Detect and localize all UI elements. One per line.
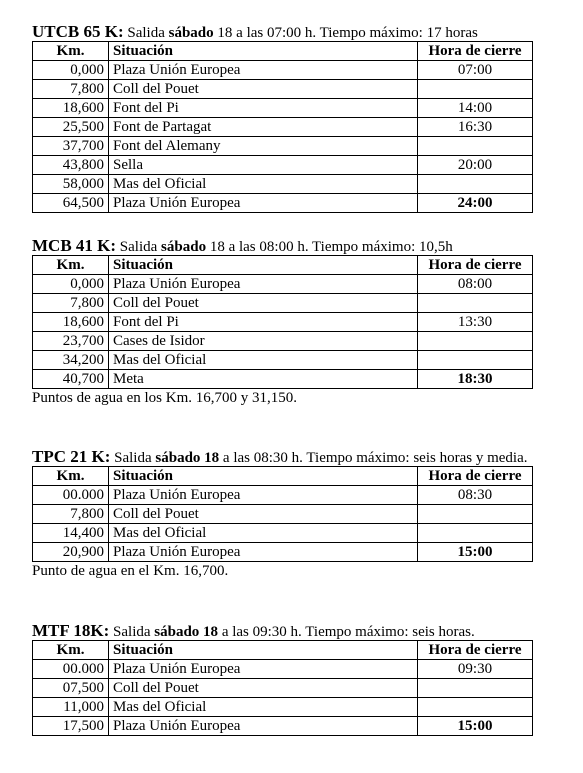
race-heading — [32, 447, 532, 466]
race-intro: Salida — [116, 239, 162, 255]
header-closing-time: Hora de cierre — [418, 641, 533, 660]
race-name: MTF 18K: — [32, 621, 110, 640]
table-row — [33, 275, 533, 294]
cell-situation: Font del Pi — [109, 99, 418, 118]
cell-closing-time: 08:00 — [418, 275, 533, 294]
cell-closing-time: 20:00 — [418, 156, 533, 175]
race-section — [32, 447, 532, 580]
race-intro: Salida — [123, 25, 169, 41]
cell-km: 7,800 — [33, 80, 109, 99]
cell-situation: Coll del Pouet — [109, 679, 418, 698]
table-row — [33, 156, 533, 175]
table-row — [33, 486, 533, 505]
cell-km: 58,000 — [33, 175, 109, 194]
header-closing-time: Hora de cierre — [418, 467, 533, 486]
table-header-row — [33, 467, 533, 486]
table-row — [33, 332, 533, 351]
race-details: 18 a las 07:00 h. Tiempo máximo: 17 horas — [213, 25, 478, 41]
cell-situation: Plaza Unión Europea — [109, 486, 418, 505]
table-row — [33, 61, 533, 80]
cell-situation: Meta — [109, 370, 418, 389]
table-row — [33, 717, 533, 736]
cell-closing-time — [418, 80, 533, 99]
cell-km: 0,000 — [33, 275, 109, 294]
table-row — [33, 679, 533, 698]
water-note: Punto de agua en el Km. 16,700. — [32, 563, 229, 579]
cell-km: 23,700 — [33, 332, 109, 351]
cell-km: 11,000 — [33, 698, 109, 717]
cell-km: 7,800 — [33, 294, 109, 313]
table-header-row — [33, 42, 533, 61]
header-closing-time: Hora de cierre — [418, 256, 533, 275]
cell-closing-time — [418, 294, 533, 313]
race-heading — [32, 621, 532, 640]
water-note: Puntos de agua en los Km. 16,700 y 31,150. — [32, 390, 297, 406]
header-km: Km. — [33, 467, 109, 486]
table-row — [33, 294, 533, 313]
race-heading — [32, 22, 532, 41]
table-row — [33, 698, 533, 717]
cell-closing-time: 09:30 — [418, 660, 533, 679]
cell-closing-time: 07:00 — [418, 61, 533, 80]
cell-km: 37,700 — [33, 137, 109, 156]
cell-km: 00.000 — [33, 660, 109, 679]
table-header-row — [33, 641, 533, 660]
cell-situation: Coll del Pouet — [109, 505, 418, 524]
cell-km: 7,800 — [33, 505, 109, 524]
table-row — [33, 80, 533, 99]
table-row — [33, 194, 533, 213]
race-name: TPC 21 K: — [32, 447, 111, 466]
header-situation: Situación — [109, 641, 418, 660]
cell-situation: Plaza Unión Europea — [109, 275, 418, 294]
cell-closing-time: 15:00 — [418, 543, 533, 562]
cell-km: 18,600 — [33, 99, 109, 118]
cell-situation: Plaza Unión Europea — [109, 543, 418, 562]
cell-situation: Plaza Unión Europea — [109, 717, 418, 736]
cell-km: 40,700 — [33, 370, 109, 389]
race-heading — [32, 236, 532, 255]
cell-km: 18,600 — [33, 313, 109, 332]
race-intro: Salida — [109, 624, 155, 640]
cell-situation: Font del Alemany — [109, 137, 418, 156]
table-row — [33, 137, 533, 156]
cell-km: 0,000 — [33, 61, 109, 80]
table-row — [33, 118, 533, 137]
table-header-row — [33, 256, 533, 275]
table-row — [33, 175, 533, 194]
cell-closing-time — [418, 679, 533, 698]
header-km: Km. — [33, 641, 109, 660]
cell-situation: Mas del Oficial — [109, 175, 418, 194]
race-name: UTCB 65 K: — [32, 22, 124, 41]
cell-closing-time — [418, 137, 533, 156]
table-row — [33, 99, 533, 118]
table-row — [33, 370, 533, 389]
schedule-table — [32, 255, 533, 389]
cell-closing-time: 18:30 — [418, 370, 533, 389]
race-day: sábado — [161, 239, 207, 255]
cell-situation: Cases de Isidor — [109, 332, 418, 351]
cell-situation: Coll del Pouet — [109, 80, 418, 99]
schedule-table — [32, 640, 533, 736]
cell-closing-time: 14:00 — [418, 99, 533, 118]
cell-closing-time — [418, 351, 533, 370]
table-row — [33, 543, 533, 562]
cell-situation: Mas del Oficial — [109, 524, 418, 543]
cell-closing-time — [418, 524, 533, 543]
cell-closing-time: 13:30 — [418, 313, 533, 332]
schedule-table — [32, 41, 533, 213]
cell-closing-time: 08:30 — [418, 486, 533, 505]
cell-closing-time — [418, 505, 533, 524]
race-details: a las 09:30 h. Tiempo máximo: seis horas. — [218, 624, 475, 640]
race-details: a las 08:30 h. Tiempo máximo: seis horas y media. — [219, 450, 528, 466]
header-situation: Situación — [109, 467, 418, 486]
race-details: 18 a las 08:00 h. Tiempo máximo: 10,5h — [206, 239, 453, 255]
race-intro: Salida — [110, 450, 156, 466]
cell-situation: Plaza Unión Europea — [109, 61, 418, 80]
race-day: sábado 18 — [155, 450, 220, 466]
cell-km: 00.000 — [33, 486, 109, 505]
cell-km: 34,200 — [33, 351, 109, 370]
cell-km: 25,500 — [33, 118, 109, 137]
race-section — [32, 22, 532, 213]
cell-km: 43,800 — [33, 156, 109, 175]
cell-situation: Plaza Unión Europea — [109, 660, 418, 679]
cell-km: 17,500 — [33, 717, 109, 736]
cell-km: 20,900 — [33, 543, 109, 562]
table-row — [33, 313, 533, 332]
cell-closing-time — [418, 175, 533, 194]
header-km: Km. — [33, 42, 109, 61]
cell-situation: Mas del Oficial — [109, 351, 418, 370]
race-section — [32, 621, 532, 736]
cell-situation: Sella — [109, 156, 418, 175]
schedule-table — [32, 466, 533, 562]
cell-closing-time: 16:30 — [418, 118, 533, 137]
header-km: Km. — [33, 256, 109, 275]
cell-km: 14,400 — [33, 524, 109, 543]
race-day: sábado 18 — [154, 624, 219, 640]
race-section — [32, 236, 532, 407]
cell-situation: Font del Pi — [109, 313, 418, 332]
cell-situation: Mas del Oficial — [109, 698, 418, 717]
cell-closing-time — [418, 332, 533, 351]
cell-closing-time: 15:00 — [418, 717, 533, 736]
cell-situation: Coll del Pouet — [109, 294, 418, 313]
cell-situation: Font de Partagat — [109, 118, 418, 137]
cell-closing-time — [418, 698, 533, 717]
table-row — [33, 660, 533, 679]
table-row — [33, 505, 533, 524]
cell-km: 07,500 — [33, 679, 109, 698]
cell-situation: Plaza Unión Europea — [109, 194, 418, 213]
table-row — [33, 351, 533, 370]
table-row — [33, 524, 533, 543]
cell-km: 64,500 — [33, 194, 109, 213]
cell-closing-time: 24:00 — [418, 194, 533, 213]
header-situation: Situación — [109, 42, 418, 61]
header-situation: Situación — [109, 256, 418, 275]
race-name: MCB 41 K: — [32, 236, 117, 255]
header-closing-time: Hora de cierre — [418, 42, 533, 61]
race-day: sábado — [168, 25, 214, 41]
